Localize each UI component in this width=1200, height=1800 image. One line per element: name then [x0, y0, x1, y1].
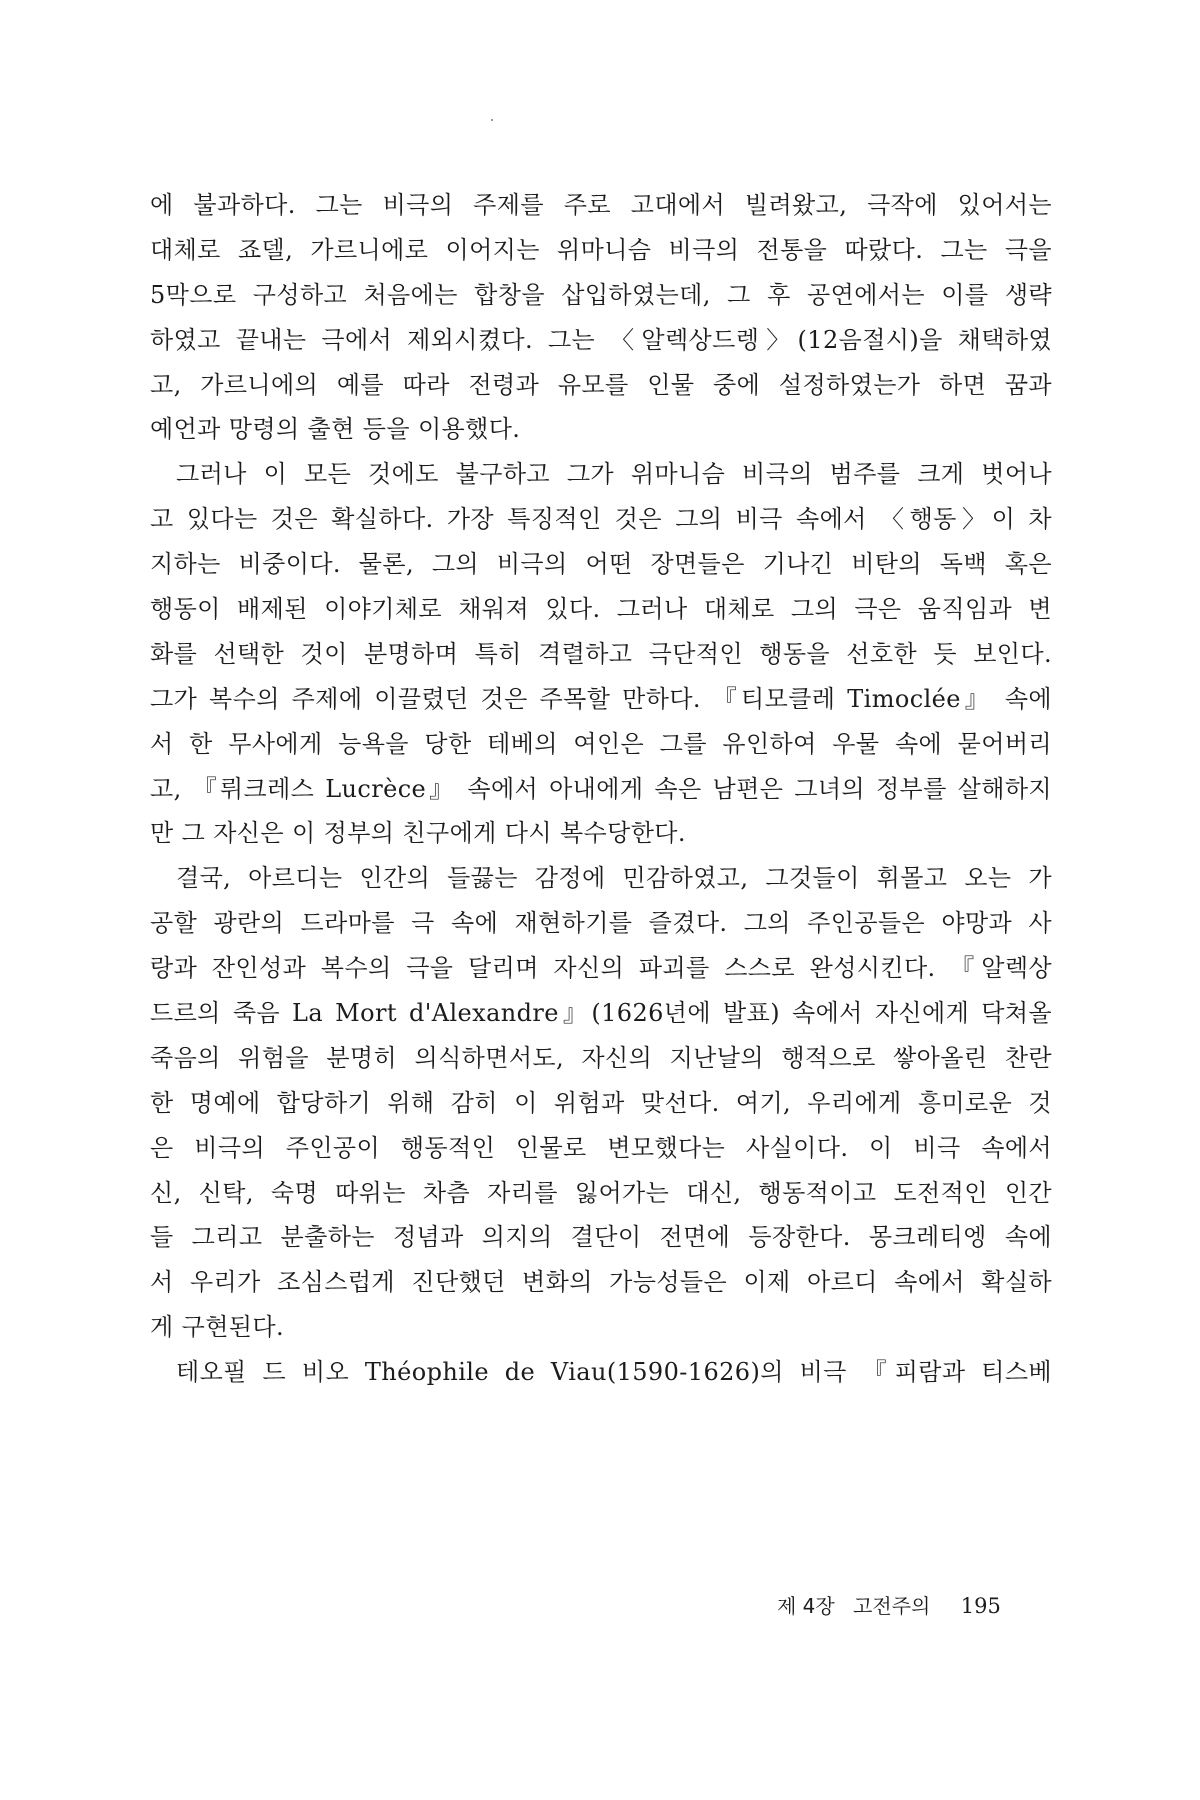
- paragraph-2: [150, 452, 1052, 856]
- text-line: 드르의 죽음 La Mort d'Alexandre』(1626년에 발표) 속에서 자신에게 닥쳐올: [150, 999, 1052, 1028]
- text-line: 은 비극의 주인공이 행동적인 인물로 변모했다는 사실이다. 이 비극 속에서: [150, 1133, 1052, 1162]
- paragraph-3: [150, 856, 1052, 1350]
- text-line: 에 불과하다. 그는 비극의 주제를 주로 고대에서 빌려왔고, 극작에 있어서는: [150, 191, 1052, 219]
- text-line: 결국, 아르디는 인간의 들끓는 감정에 민감하였고, 그것들이 휘몰고 오는 가: [176, 864, 1052, 893]
- text-line: 죽음의 위험을 분명히 의식하면서도, 자신의 지난날의 행적으로 쌓아올린 찬란: [150, 1043, 1052, 1072]
- text-line: 고, 『뤼크레스 Lucrèce』 속에서 아내에게 속은 남편은 그녀의 정부를 살해하지: [150, 774, 1052, 803]
- text-line: 고, 가르니에의 예를 따라 전령과 유모를 인물 중에 설정하였는가 하면 꿈과: [150, 370, 1052, 399]
- running-footer: [777, 1590, 1027, 1619]
- text-line: 신, 신탁, 숙명 따위는 차츰 자리를 잃어가는 대신, 행동적이고 도전적인 인간: [150, 1178, 1052, 1207]
- text-line: 행동이 배제된 이야기체로 채워져 있다. 그러나 대체로 그의 극은 움직임과 변: [150, 595, 1052, 624]
- text-line: 예언과 망령의 출현 등을 이용했다.: [150, 415, 521, 444]
- text-line: 만 그 자신은 이 정부의 친구에게 다시 복수당한다.: [150, 819, 686, 848]
- paragraph-4: [150, 1350, 1052, 1395]
- text-line: 대체로 죠델, 가르니에로 이어지는 위마니슴 비극의 전통을 따랐다. 그는 극을: [150, 235, 1052, 264]
- body-text: [150, 183, 1052, 1395]
- page-number: 195: [960, 1594, 1001, 1618]
- text-line: 하였고 끝내는 극에서 제외시켰다. 그는 〈알렉상드렝〉(12음절시)을 채택하였: [150, 325, 1052, 354]
- text-line: 화를 선택한 것이 분명하며 특히 격렬하고 극단적인 행동을 선호한 듯 보인다.: [150, 639, 1052, 668]
- text-line: 들 그리고 분출하는 정념과 의지의 결단이 전면에 등장한다. 몽크레티엥 속에: [150, 1223, 1052, 1252]
- text-line: 그러나 이 모든 것에도 불구하고 그가 위마니슴 비극의 범주를 크게 벗어나: [176, 460, 1052, 489]
- paragraph-1: [150, 183, 1052, 452]
- text-line: 고 있다는 것은 확실하다. 가장 특징적인 것은 그의 비극 속에서 〈행동〉이 차: [150, 505, 1052, 534]
- text-line: 5막으로 구성하고 처음에는 합창을 삽입하였는데, 그 후 공연에서는 이를 생략: [150, 280, 1052, 309]
- text-line: 지하는 비중이다. 물론, 그의 비극의 어떤 장면들은 기나긴 비탄의 독백 혹은: [150, 550, 1052, 579]
- text-line: 서 한 무사에게 능욕을 당한 테베의 여인은 그를 유인하여 우물 속에 묻어버리: [150, 729, 1052, 758]
- text-line: 그가 복수의 주제에 이끌렸던 것은 주목할 만하다. 『티모클레 Timoclée』 속에: [150, 684, 1052, 713]
- speck-mark: [491, 119, 493, 121]
- text-line: 테오필 드 비오 Théophile de Viau(1590-1626)의 비극 『피람과 티스베: [176, 1358, 1052, 1387]
- chapter-label: 제 4장: [777, 1594, 835, 1618]
- text-line: 랑과 잔인성과 복수의 극을 달리며 자신의 파괴를 스스로 완성시킨다. 『알렉상: [150, 954, 1052, 983]
- text-line: 게 구현된다.: [150, 1313, 284, 1342]
- text-line: 서 우리가 조심스럽게 진단했던 변화의 가능성들은 이제 아르디 속에서 확실하: [150, 1268, 1052, 1297]
- section-label: 고전주의: [853, 1594, 931, 1618]
- text-line: 공할 광란의 드라마를 극 속에 재현하기를 즐겼다. 그의 주인공들은 야망과 사: [150, 909, 1052, 938]
- text-line: 한 명예에 합당하기 위해 감히 이 위험과 맞선다. 여기, 우리에게 흥미로운 것: [150, 1088, 1052, 1117]
